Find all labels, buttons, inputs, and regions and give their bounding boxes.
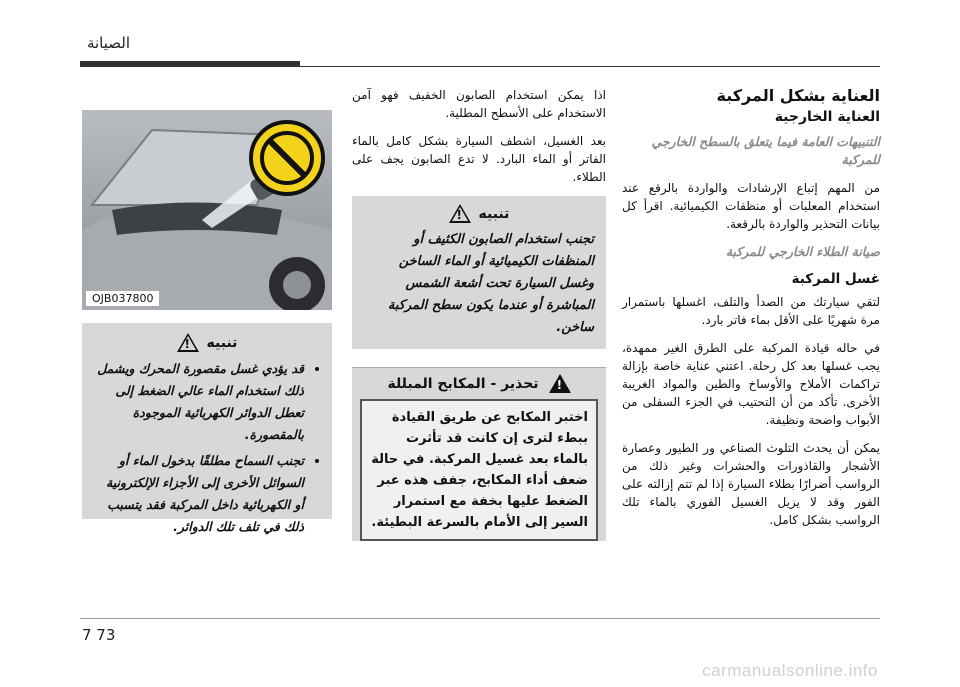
paragraph-rough-roads: في حاله قيادة المركبة على الطرق الغير ممهدة، يجب غسلها بعد كل رحلة. اعتني عناية خاصة بإزالة تراكمات الأملاح والأوساخ والطين والمواد الغريبة الأخرى. تأكد من أن التحتيب في الجزء السفلى من الأبواب واضحة ونظيفة.: [622, 341, 880, 427]
note-label: تنبيه: [206, 334, 238, 351]
page-header-title: الصيانة: [86, 34, 130, 52]
paragraph-deposits: يمكن أن يحدث التلوث الصناعي ور الطيور وعصارة الأشجار والقاذورات والحشرات وغير ذلك من الرواسب أضرارًا بطلاء السيارة إذا لم تتم إزالته على الفور وقد لا يزيل الغسيل الفوري بالماء تلك الرواسب بشكل كامل.: [622, 441, 880, 527]
paragraph-mild-soap: اذا يمكن استخدام الصابون الخفيف فهو آمن الاستخدام على الأسطح المطلية.: [352, 88, 606, 120]
caution-header: [364, 204, 594, 223]
wash-heading: غسل المركبة: [791, 271, 880, 287]
warning-label: تحذير - المكابح المبللة: [387, 375, 539, 392]
warning-triangle-icon: !: [549, 374, 571, 393]
note-list: [94, 358, 320, 538]
warning-triangle-icon: !: [177, 333, 199, 352]
list-item: • تجنب السماح مطلقًا بدخول الماء أو السوائل الأخرى إلى الأجزاء الإلكترونية أو الكهربائية داخل المركبة فقد يتسبب ذلك في تلف تلك الدوائر.: [94, 450, 304, 538]
header-rule-thick: [80, 61, 300, 67]
warning-box: [352, 367, 606, 541]
footer-rule: [80, 618, 880, 619]
warning-text: اختبر المكابح عن طريق القيادة ببطء لترى إن كانت قد تأثرت بالماء بعد غسيل المركبة. في حالة ضعف أداء المكابح، جفف هذه عبر الضغط عليها بخفة مع استمرار السير إلى الأمام بالسرعة البطيئة.: [360, 399, 598, 541]
maintenance-caption: صيانة الطلاء الخارجي للمركبة: [725, 244, 880, 259]
note-box: [82, 323, 332, 534]
page-number: 7 73: [82, 626, 116, 644]
section-subheading: العناية الخارجية: [774, 109, 880, 125]
watermark: carmanualsonline.info: [702, 661, 878, 680]
middle-column: [352, 86, 606, 549]
note-header: [94, 333, 320, 352]
general-caution-caption: التنبيهات العامة فيما يتعلق بالسطح الخارجي للمركبة: [651, 134, 880, 167]
engine-bay-photo: [82, 110, 332, 310]
caution-box: [352, 196, 606, 349]
section-heading: العناية بشكل المركبة: [716, 86, 880, 105]
warning-triangle-icon: !: [449, 204, 471, 223]
paragraph-rinse: بعد الغسيل، اشطف السيارة بشكل كامل بالماء الفاتر أو الماء البارد. لا تدع الصابون يجف على الطلاء.: [352, 134, 606, 184]
list-item: • قد يؤدي غسل مقصورة المحرك ويشمل ذلك استخدام الماء عالي الضغط إلى تعطل الدوائر الكهربائية الموجودة بالمقصورة.: [94, 358, 304, 446]
header-rule-thin: [300, 66, 880, 67]
paragraph-instructions: من المهم إتباع الإرشادات والواردة بالرقع عند استخدام المعلبات أو منظفات الكيميائية. اقرأ كل بيانات التحذير والواردة بالرقعة.: [622, 181, 880, 231]
paragraph-wash-monthly: لتقي سيارتك من الصدأ والتلف، اغسلها باستمرار مرة شهريًا على الأقل بماء فاتر بارد.: [622, 295, 880, 327]
warning-header: [352, 368, 606, 399]
right-column: [622, 86, 880, 539]
engine-wash-illustration: [82, 110, 332, 310]
caution-label: تنبيه: [478, 205, 510, 222]
caution-text: تجنب استخدام الصابون الكثيف أو المنظفات الكيميائية أو الماء الساخن وغسل السيارة تحت أشعة الشمس المباشرة أو عندما يكون سطح المركبة ساخن.: [387, 232, 594, 335]
photo-caption: OJB037800: [86, 291, 159, 306]
